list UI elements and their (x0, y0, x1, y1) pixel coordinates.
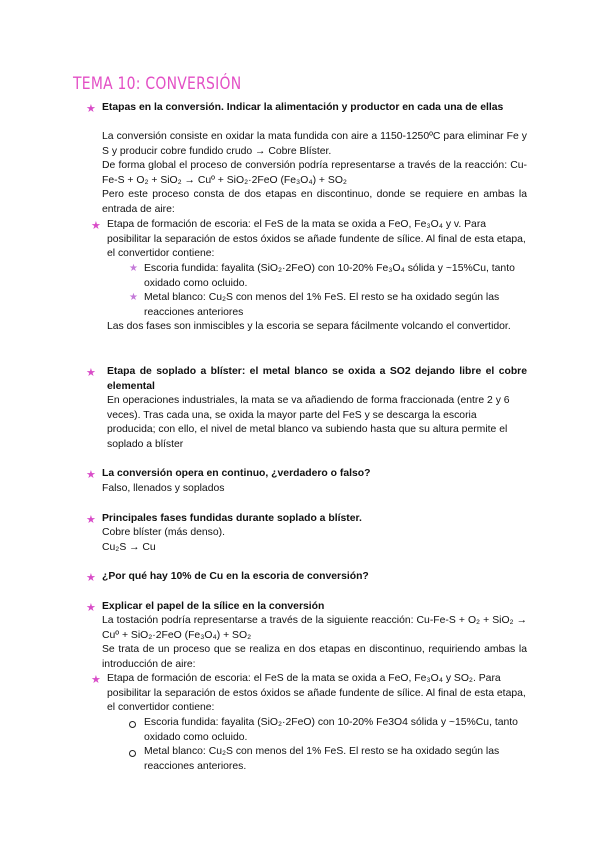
star-icon: ★ (86, 514, 96, 526)
answer: Falso, llenados y soplados (102, 483, 225, 494)
answer: Cu₂S → Cu (102, 542, 156, 553)
question-silice: Explicar el papel de la sílice en la conversión (102, 601, 325, 612)
star-icon: ★ (86, 602, 96, 614)
answer: Cobre blíster (más denso). (102, 527, 226, 538)
sub-bullet-escoria-fundida: Escoria fundida: fayalita (SiO₂·2FeO) con 10-20% Fe₃O₄ sólida y ~15%Cu, tanto oxidado como ocluido. (144, 263, 515, 289)
bullet-escoria: Etapa de formación de escoria: el FeS de la mata se oxida a FeO, Fe₃O₄ y v. Para posibilitar la separación de estos óxidos se añade fundente de sílice. Al final de esta etapa, el convertidor contiene: (107, 219, 526, 260)
bullet-escoria: Etapa de formación de escoria: el FeS de la mata se oxida a FeO, Fe₃O₄ y SO₂. Para posibilitar la separación de estos óxidos se añade fundente de sílice. Al final de esta etapa, el convertidor contiene: (107, 673, 526, 714)
star-icon: ★ (129, 263, 138, 274)
paragraph: En operaciones industriales, la mata se va añadiendo de forma fraccionada (entre 2 y 6 veces). Tras cada una, se oxida la mayor parte del FeS y se descarga la escoria producida; con ello, el nivel de metal blanco va subiendo hasta que su altura permite el soplado a blíster (107, 395, 510, 450)
question-cobre-escoria: ¿Por qué hay 10% de Cu en la escoria de conversión? (102, 571, 369, 582)
sub-bullet-metal-blanco: Metal blanco: Cu₂S con menos del 1% FeS. El resto se ha oxidado según las reacciones anteriores. (144, 746, 500, 772)
paragraph-reaction: La tostación podría representarse a través de la siguiente reacción: Cu-Fe-S + O₂ + SiO₂ → Cuº + SiO₂·2FeO (Fe₃O₄) + SO₂ (102, 615, 527, 641)
paragraph: Se trata de un proceso que se realiza en dos etapas en discontinuo, requiriendo ambas la introducción de aire: (102, 644, 527, 670)
question-soplado: Etapa de soplado a blíster: el metal blanco se oxida a SO2 dejando libre el cobre elemental (107, 366, 527, 392)
star-icon: ★ (86, 103, 96, 115)
sub-bullet-escoria-fundida: Escoria fundida: fayalita (SiO₂·2FeO) con 10-20% Fe3O4 sólida y ~15%Cu, tanto oxidado como ocluido. (144, 717, 518, 743)
star-icon: ★ (86, 572, 96, 584)
star-icon: ★ (86, 367, 96, 379)
page-title: TEMA 10: CONVERSIÓN (73, 74, 242, 94)
question-continuo: La conversión opera en continuo, ¿verdadero o falso? (102, 468, 371, 479)
circle-icon (129, 750, 136, 757)
question-etapas: Etapas en la conversión. Indicar la alimentación y productor en cada una de ellas (102, 102, 504, 113)
sub-bullet-metal-blanco: Metal blanco: Cu₂S con menos del 1% FeS. El resto se ha oxidado según las reacciones anteriores (144, 292, 500, 318)
star-icon: ★ (86, 469, 96, 481)
star-icon: ★ (91, 220, 101, 232)
star-icon: ★ (91, 674, 101, 686)
paragraph-reaction: De forma global el proceso de conversión podría representarse a través de la reacción: Cu-Fe-S + O₂ + SiO₂ → Cuº + SiO₂·2FeO (Fe₃O₄) + SO₂ (102, 160, 527, 186)
paragraph: Pero este proceso consta de dos etapas en discontinuo, donde se requiere en ambas la entrada de aire: (102, 189, 527, 215)
question-fases: Principales fases fundidas durante soplado a blíster. (102, 513, 362, 524)
star-icon: ★ (129, 292, 138, 303)
paragraph: La conversión consiste en oxidar la mata fundida con aire a 1150-1250ºC para eliminar Fe y S y producir cobre fundido crudo → Cobre Blíster. (102, 131, 527, 157)
circle-icon (129, 721, 136, 728)
paragraph: Las dos fases son inmiscibles y la escoria se separa fácilmente volcando el convertidor. (107, 321, 511, 332)
